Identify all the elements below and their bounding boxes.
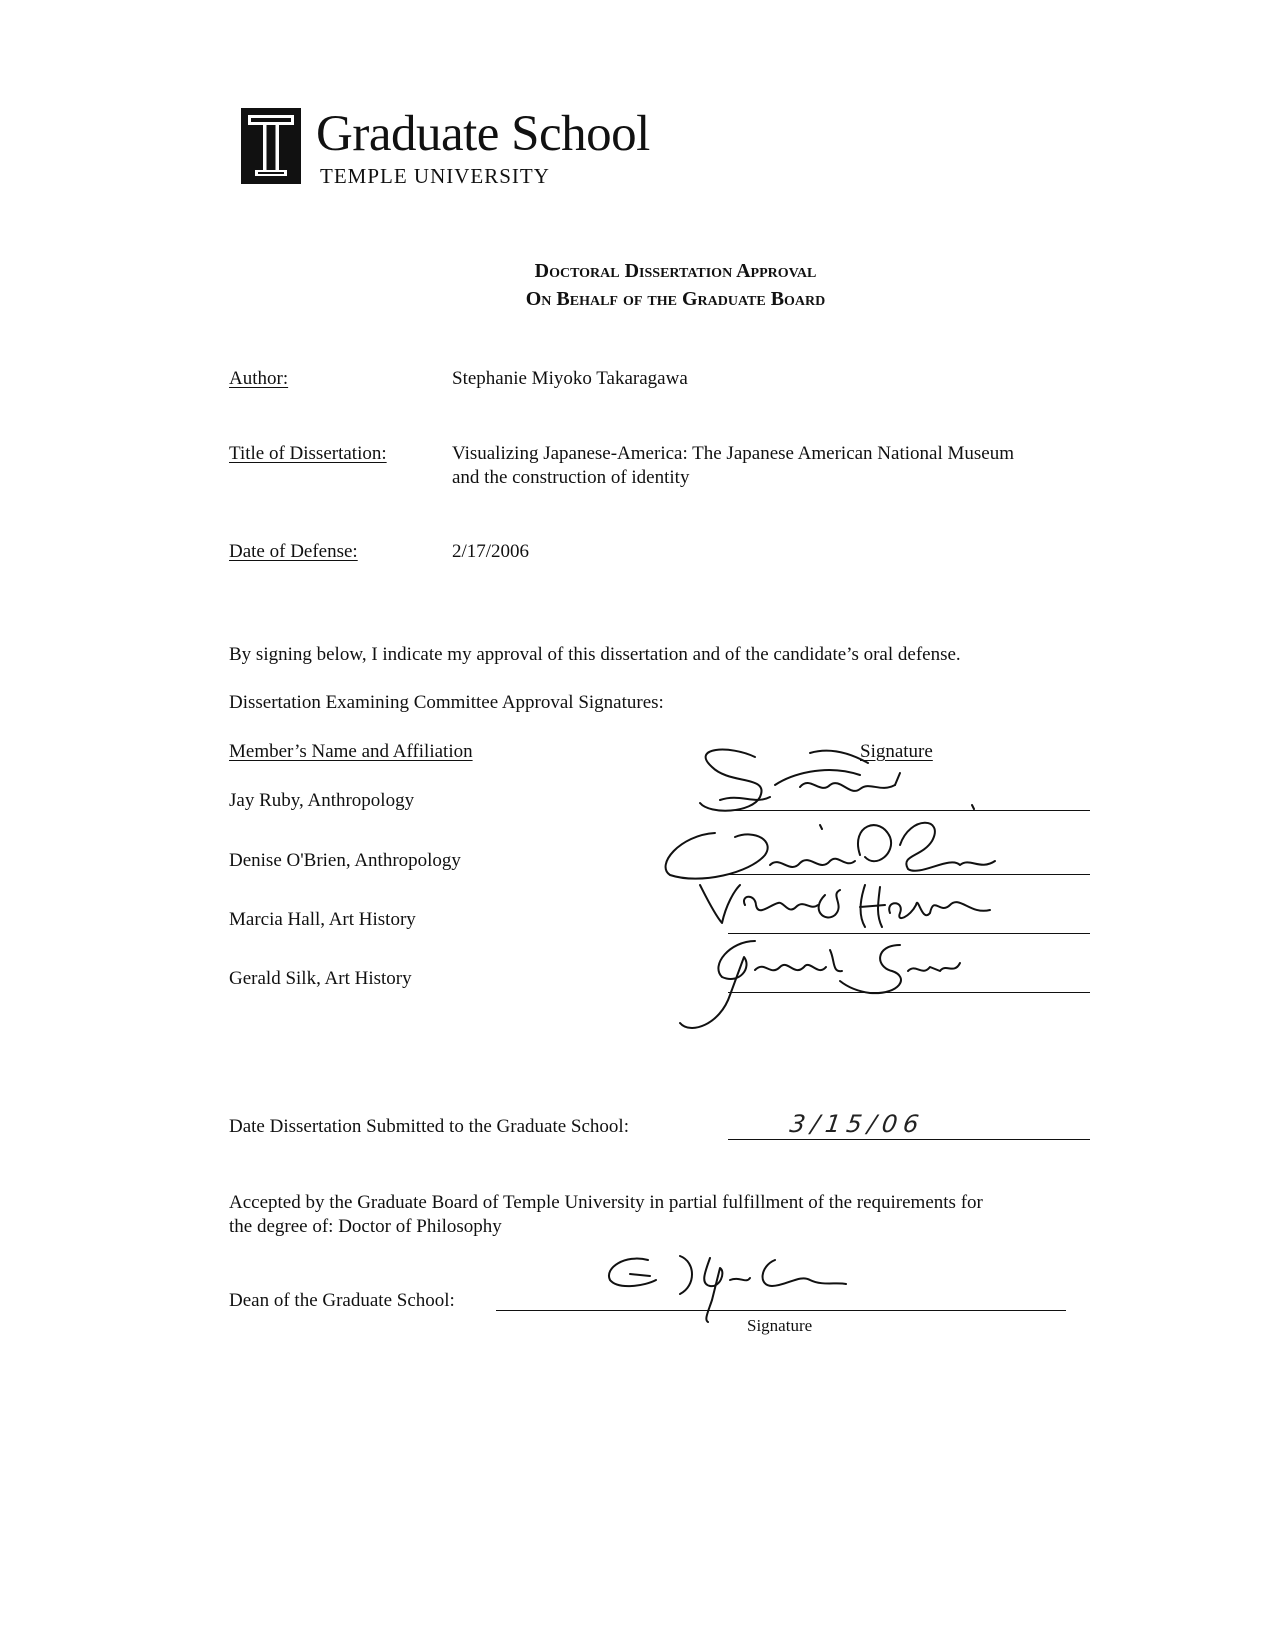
defense-label: Date of Defense: <box>229 541 358 562</box>
committee-heading: Dissertation Examining Committee Approval Signatures: <box>229 692 664 713</box>
title-label: Title of Dissertation: <box>229 443 387 464</box>
form-title-line2: On Behalf of the Graduate Board <box>525 288 826 310</box>
form-title-line1: Doctoral Dissertation Approval <box>534 260 817 282</box>
committee-signatures-drawing <box>660 745 1100 1035</box>
title-value-line2: and the construction of identity <box>452 467 690 488</box>
submission-label: Date Dissertation Submitted to the Graduate School: <box>229 1116 629 1137</box>
author-value: Stephanie Miyoko Takaragawa <box>452 368 688 389</box>
submission-date-line <box>728 1139 1090 1140</box>
member-name: Jay Ruby, Anthropology <box>229 790 415 811</box>
member-column-header: Member’s Name and Affiliation <box>229 741 473 762</box>
submission-handwritten-date: 3/15/06 <box>788 1110 927 1138</box>
dean-label: Dean of the Graduate School: <box>229 1290 455 1311</box>
acceptance-line1: Accepted by the Graduate Board of Temple University in partial fulfillment of the requirements for <box>229 1192 983 1213</box>
approval-statement: By signing below, I indicate my approval of this dissertation and of the candidate’s oral defense. <box>229 644 961 665</box>
dean-signature-caption: Signature <box>747 1316 813 1335</box>
temple-t-logo <box>241 108 301 184</box>
signature-column-header: Signature <box>860 741 933 762</box>
title-value-line1: Visualizing Japanese-America: The Japanese American National Museum <box>452 443 1014 464</box>
school-name: Graduate School <box>316 106 650 162</box>
dean-signature-drawing <box>600 1250 860 1330</box>
acceptance-line2: the degree of: Doctor of Philosophy <box>229 1216 502 1237</box>
member-name: Gerald Silk, Art History <box>229 968 412 989</box>
university-name: TEMPLE UNIVERSITY <box>320 164 550 188</box>
defense-value: 2/17/2006 <box>452 541 530 562</box>
author-label: Author: <box>229 368 289 389</box>
member-name: Marcia Hall, Art History <box>229 909 416 930</box>
member-name: Denise O'Brien, Anthropology <box>229 850 461 871</box>
